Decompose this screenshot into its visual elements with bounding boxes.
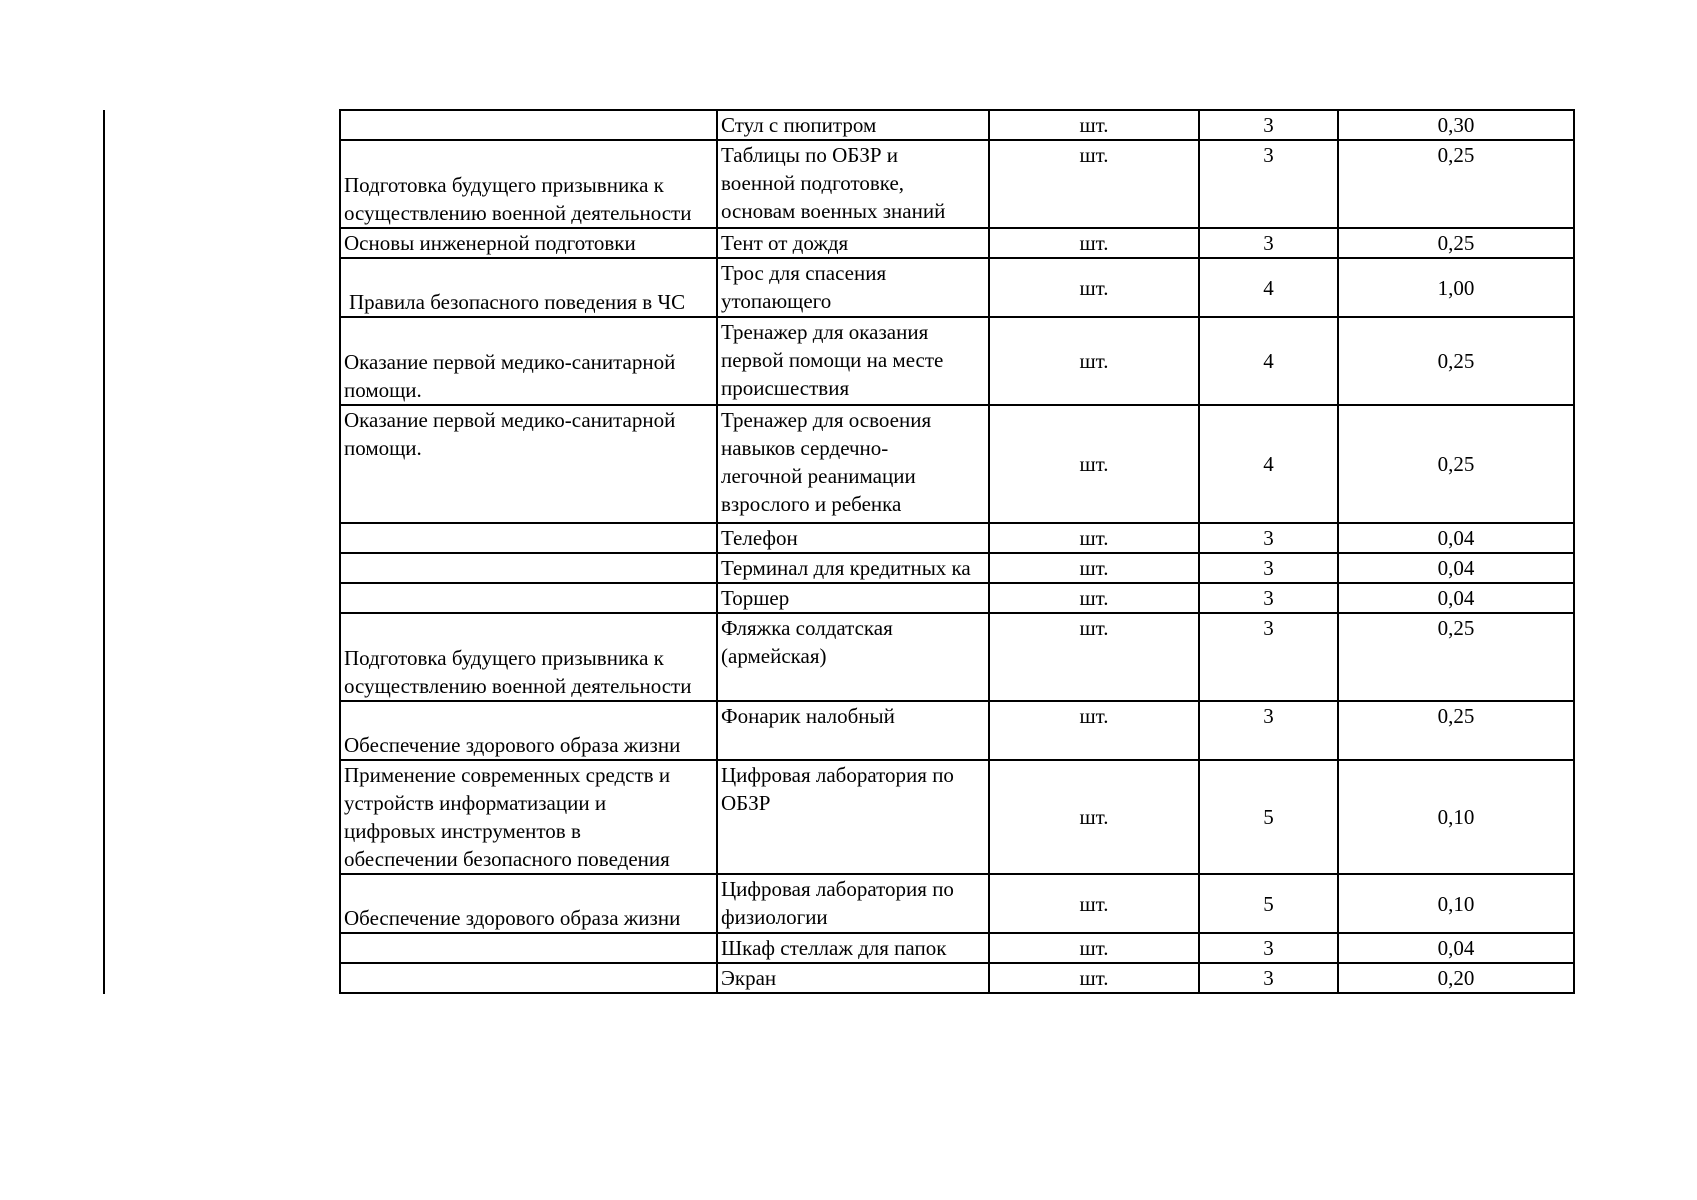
section-cell: Оказание первой медико-санитарной помощи. [340, 317, 717, 405]
table-row [340, 258, 1574, 317]
quantity-cell: 4 [1199, 405, 1338, 523]
section-cell [340, 933, 717, 963]
item-name-cell: Телефон [717, 523, 989, 553]
table-row [340, 140, 1574, 228]
quantity-cell: 3 [1199, 613, 1338, 701]
table-row [340, 613, 1574, 701]
value-cell: 0,25 [1338, 701, 1574, 760]
unit-cell: шт. [989, 228, 1199, 258]
section-cell [340, 523, 717, 553]
item-name-cell: Терминал для кредитных ка [717, 553, 989, 583]
value-cell: 0,10 [1338, 760, 1574, 874]
value-cell: 0,25 [1338, 317, 1574, 405]
quantity-cell: 3 [1199, 553, 1338, 583]
unit-cell: шт. [989, 874, 1199, 933]
table-row [340, 110, 1574, 140]
quantity-cell: 3 [1199, 523, 1338, 553]
section-cell: Подготовка будущего призывника к осуществлению военной деятельности [340, 613, 717, 701]
item-name-cell: Фонарик налобный [717, 701, 989, 760]
table-row [340, 874, 1574, 933]
table-row [340, 583, 1574, 613]
unit-cell: шт. [989, 553, 1199, 583]
item-name-cell: Шкаф стеллаж для папок [717, 933, 989, 963]
left-margin-rule [103, 110, 105, 994]
value-cell: 0,10 [1338, 874, 1574, 933]
value-cell: 0,25 [1338, 228, 1574, 258]
quantity-cell: 3 [1199, 228, 1338, 258]
item-name-cell: Торшер [717, 583, 989, 613]
quantity-cell: 3 [1199, 963, 1338, 993]
table-row [340, 228, 1574, 258]
section-cell: Обеспечение здорового образа жизни [340, 701, 717, 760]
item-name-cell: Трос для спасения утопающего [717, 258, 989, 317]
quantity-cell: 3 [1199, 933, 1338, 963]
section-cell: Оказание первой медико-санитарной помощи. [340, 405, 717, 523]
quantity-cell: 5 [1199, 760, 1338, 874]
value-cell: 0,20 [1338, 963, 1574, 993]
equipment-table [339, 109, 1575, 994]
table-row [340, 317, 1574, 405]
unit-cell: шт. [989, 583, 1199, 613]
item-name-cell: Экран [717, 963, 989, 993]
section-cell [340, 553, 717, 583]
section-cell: Правила безопасного поведения в ЧС [340, 258, 717, 317]
unit-cell: шт. [989, 933, 1199, 963]
quantity-cell: 5 [1199, 874, 1338, 933]
value-cell: 1,00 [1338, 258, 1574, 317]
item-name-cell: Тент от дождя [717, 228, 989, 258]
value-cell: 0,04 [1338, 523, 1574, 553]
unit-cell: шт. [989, 110, 1199, 140]
section-cell [340, 110, 717, 140]
value-cell: 0,04 [1338, 933, 1574, 963]
item-name-cell: Цифровая лаборатория по физиологии [717, 874, 989, 933]
section-cell: Основы инженерной подготовки [340, 228, 717, 258]
section-cell [340, 963, 717, 993]
unit-cell: шт. [989, 258, 1199, 317]
table-row [340, 933, 1574, 963]
table-row [340, 963, 1574, 993]
value-cell: 0,25 [1338, 140, 1574, 228]
table-row [340, 523, 1574, 553]
table-row [340, 553, 1574, 583]
table-row [340, 405, 1574, 523]
quantity-cell: 3 [1199, 701, 1338, 760]
value-cell: 0,04 [1338, 553, 1574, 583]
unit-cell: шт. [989, 405, 1199, 523]
unit-cell: шт. [989, 963, 1199, 993]
section-cell: Подготовка будущего призывника к осуществлению военной деятельности [340, 140, 717, 228]
value-cell: 0,04 [1338, 583, 1574, 613]
unit-cell: шт. [989, 317, 1199, 405]
unit-cell: шт. [989, 140, 1199, 228]
quantity-cell: 3 [1199, 110, 1338, 140]
value-cell: 0,30 [1338, 110, 1574, 140]
unit-cell: шт. [989, 760, 1199, 874]
item-name-cell: Цифровая лаборатория по ОБЗР [717, 760, 989, 874]
item-name-cell: Фляжка солдатская (армейская) [717, 613, 989, 701]
quantity-cell: 3 [1199, 140, 1338, 228]
section-cell: Применение современных средств и устройств информатизации и цифровых инструментов в обеспечении безопасного поведения [340, 760, 717, 874]
item-name-cell: Тренажер для оказания первой помощи на месте происшествия [717, 317, 989, 405]
table-row [340, 760, 1574, 874]
table-row [340, 701, 1574, 760]
quantity-cell: 4 [1199, 317, 1338, 405]
value-cell: 0,25 [1338, 613, 1574, 701]
quantity-cell: 3 [1199, 583, 1338, 613]
item-name-cell: Стул с пюпитром [717, 110, 989, 140]
unit-cell: шт. [989, 523, 1199, 553]
item-name-cell: Таблицы по ОБЗР и военной подготовке, основам военных знаний [717, 140, 989, 228]
quantity-cell: 4 [1199, 258, 1338, 317]
unit-cell: шт. [989, 701, 1199, 760]
section-cell: Обеспечение здорового образа жизни [340, 874, 717, 933]
item-name-cell: Тренажер для освоения навыков сердечно- легочной реанимации взрослого и ребенка [717, 405, 989, 523]
section-cell [340, 583, 717, 613]
unit-cell: шт. [989, 613, 1199, 701]
value-cell: 0,25 [1338, 405, 1574, 523]
